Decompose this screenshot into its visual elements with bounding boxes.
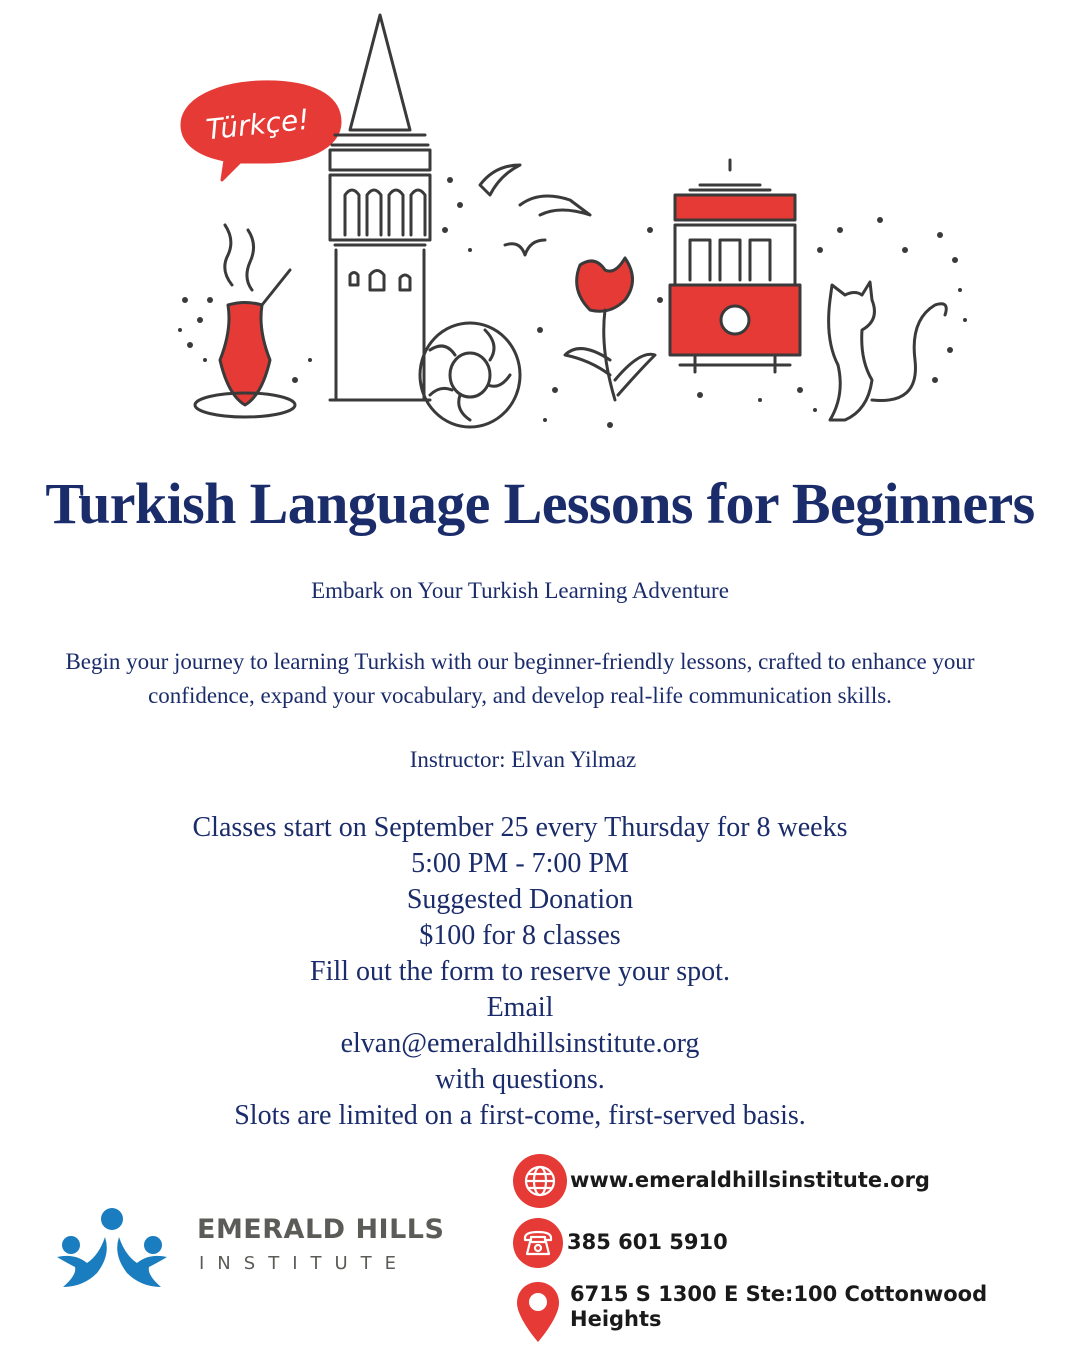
donation-label: Suggested Donation [406,884,634,915]
schedule-block [0,810,1040,1134]
slots-note: Slots are limited on a first-come, first-served basis. [234,1100,806,1131]
page-title: Turkish Language Lessons for Beginners [45,471,1035,536]
address-text: 6715 S 1300 E Ste:100 Cottonwood Heights [570,1282,988,1331]
bird-icon [505,240,545,255]
tulip-icon [565,258,655,400]
email-label: Email [486,992,554,1023]
emerald-hills-logo-icon [55,1205,185,1295]
location-pin-icon [515,1280,561,1344]
globe-icon [513,1154,567,1208]
logo-name: EMERALD HILLS [197,1214,445,1245]
speech-bubble-text: Türkçe! [204,102,311,147]
donation-amount: $100 for 8 classes [419,920,621,951]
website-link[interactable]: www.emeraldhillsinstitute.org [570,1168,930,1192]
bird-icon [480,165,590,215]
schedule-time: 5:00 PM - 7:00 PM [411,848,629,879]
questions-note: with questions. [435,1064,605,1095]
tea-glass-icon [195,225,295,417]
tram-icon [670,160,800,372]
simit-icon [420,323,520,427]
reserve-note: Fill out the form to reserve your spot. [310,956,730,987]
email-address[interactable]: elvan@emeraldhillsinstitute.org [340,1028,700,1059]
galata-tower-icon [330,15,430,400]
intro-paragraph: Begin your journey to learning Turkish with our beginner-friendly lessons, crafted to enhance your confidence, expand your vocabulary, and develop real-life communication skills. [65,649,975,708]
decorative-dots [178,177,967,428]
cat-icon [829,282,947,420]
phone-number[interactable]: 385 601 5910 [567,1230,728,1254]
instructor-line: Instructor: Elvan Yilmaz [409,747,637,772]
phone-icon [513,1218,563,1268]
logo-subtitle: INSTITUTE [199,1253,410,1274]
istanbul-illustration [0,0,1080,450]
speech-bubble [182,82,340,180]
schedule-start: Classes start on September 25 every Thursday for 8 weeks [192,812,848,843]
subtitle: Embark on Your Turkish Learning Adventure [311,578,729,603]
